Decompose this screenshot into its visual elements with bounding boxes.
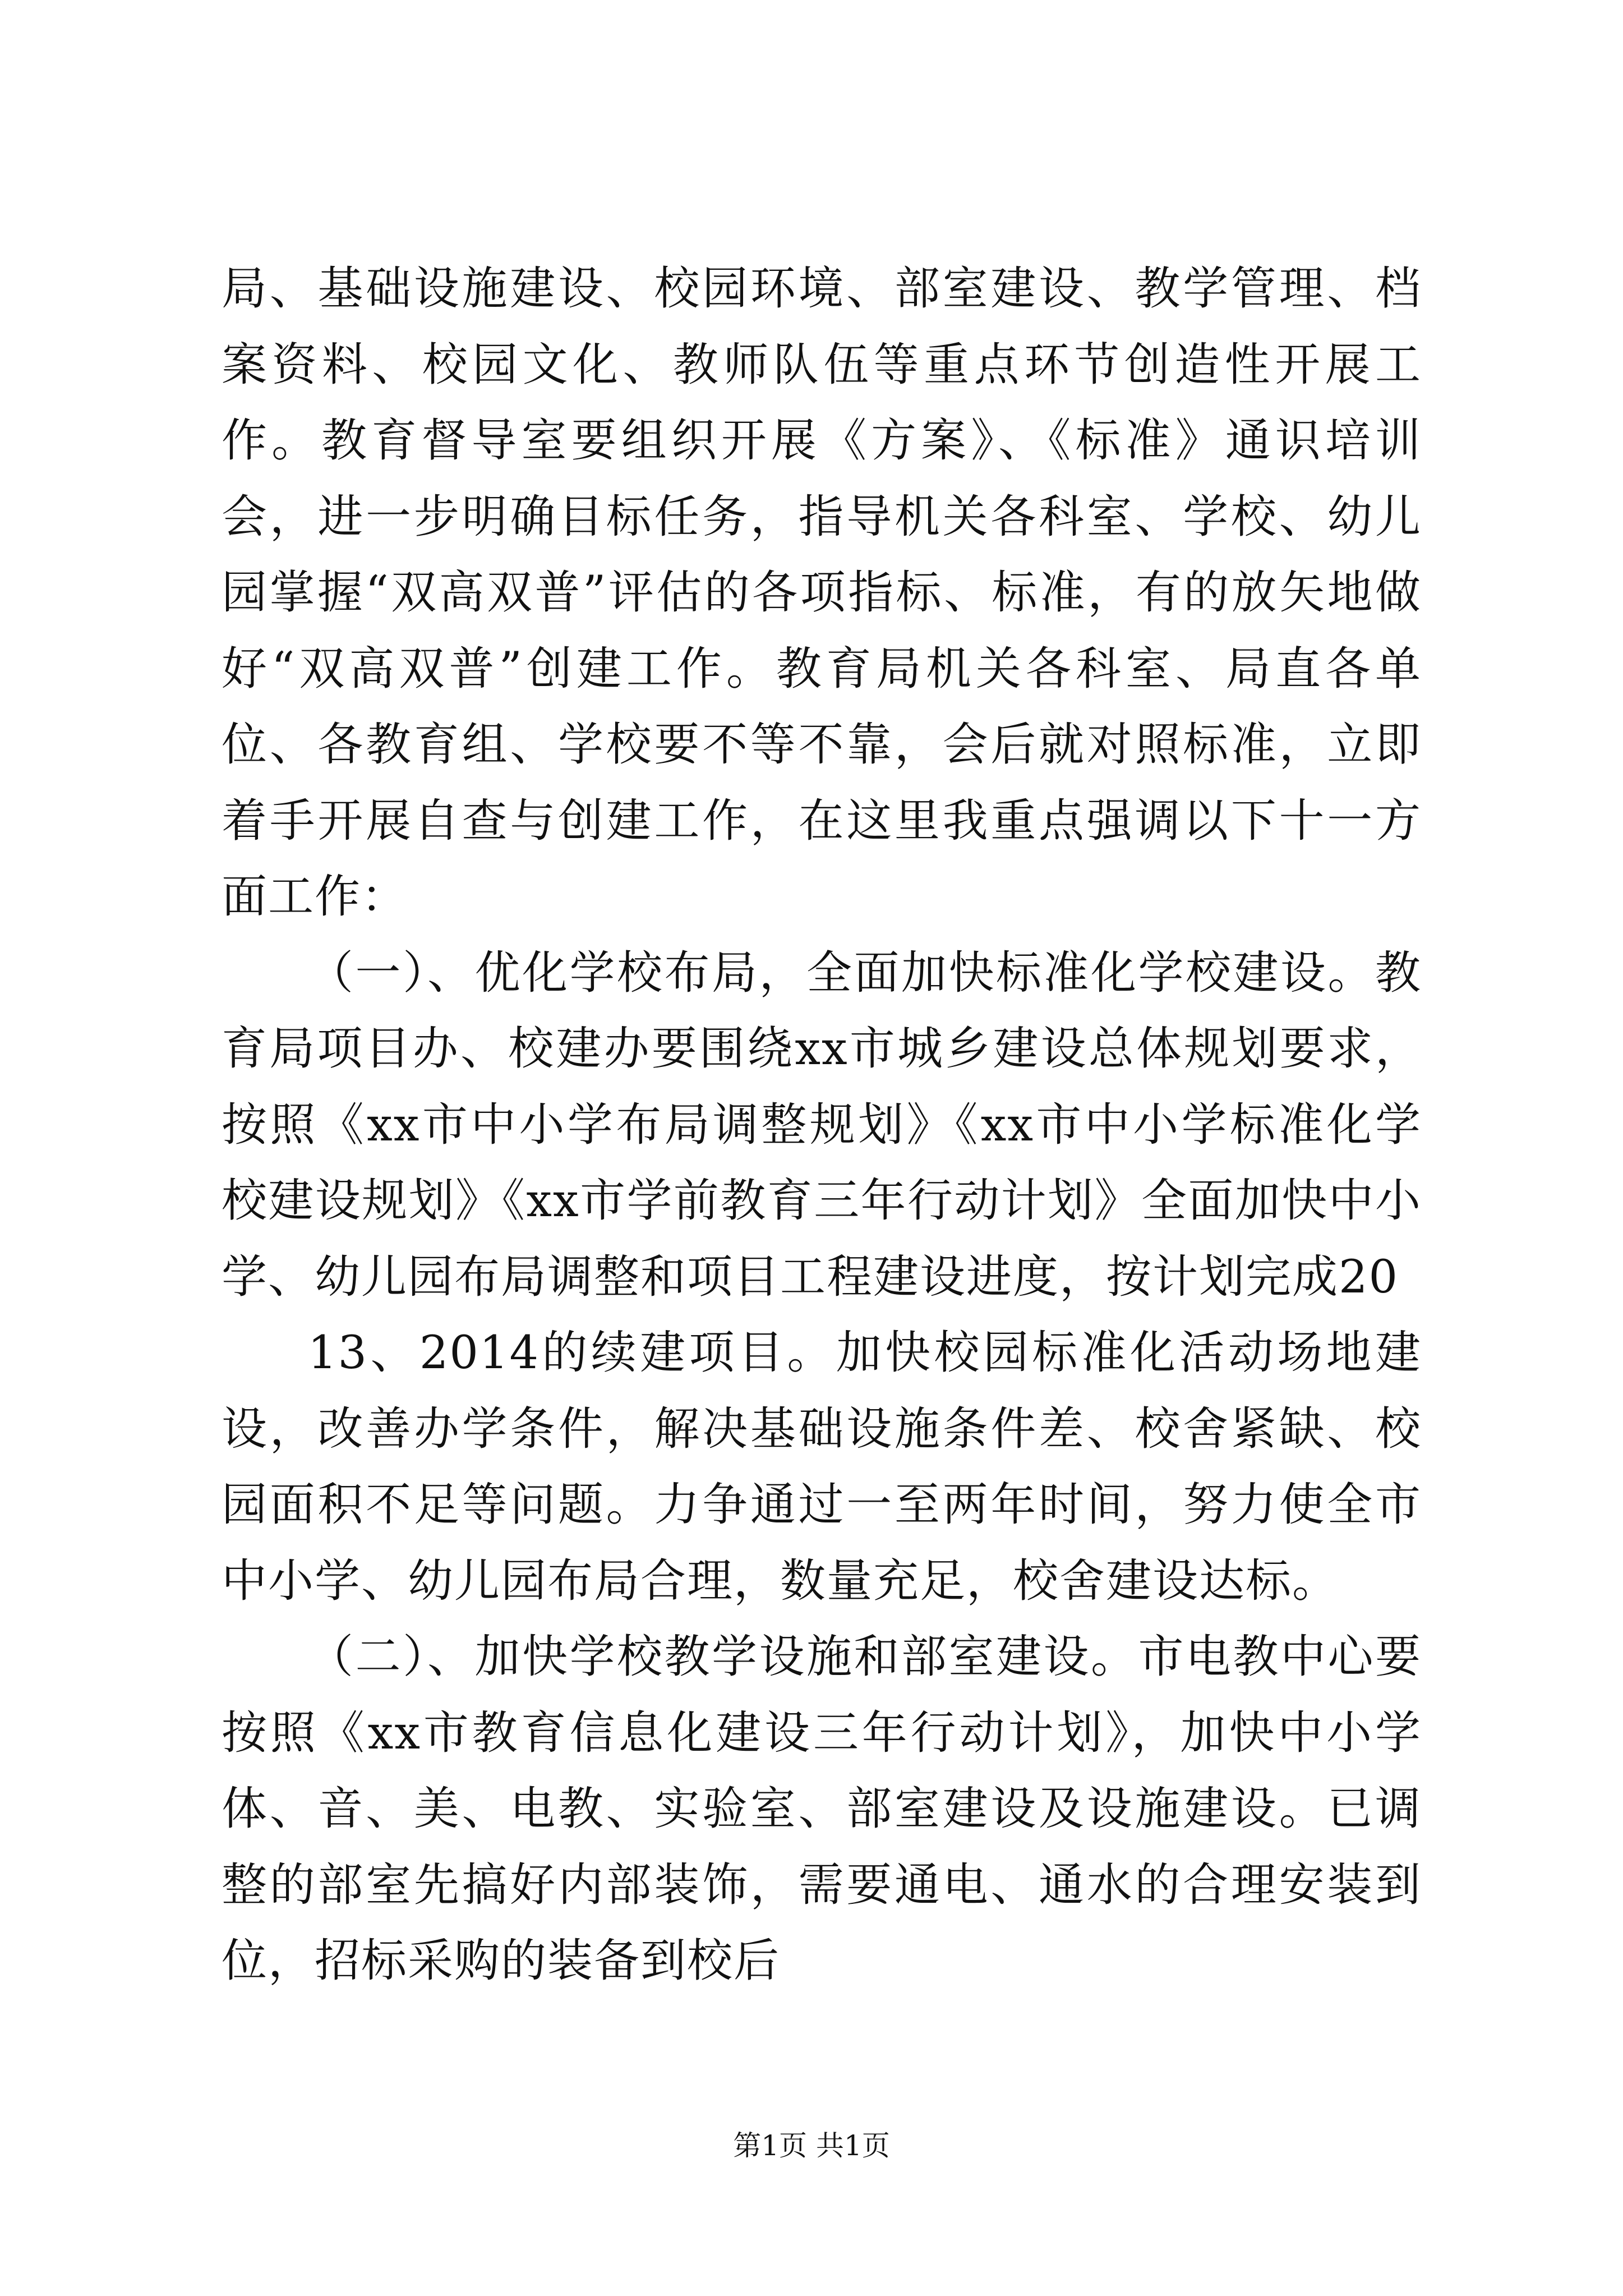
page-footer: 第1页 共1页: [733, 2129, 890, 2162]
paragraph-section-2: （二）、加快学校教学设施和部室建设。市电教中心要按照《xx市教育信息化建设三年行动计划》，加快中小学体、音、美、电教、实验室、部室建设及设施建设。已调整的部室先搞好内部装饰，需要通电、通水的合理安装到位，招标采购的装备到校后: [222, 1631, 1422, 1987]
paragraph-continuation: 局、基础设施建设、校园环境、部室建设、教学管理、档案资料、校园文化、教师队伍等重点环节创造性开展工作。教育督导室要组织开展《方案》、《标准》通识培训会，进一步明确目标任务，指导机关各科室、学校、幼儿园掌握“双高双普”评估的各项指标、标准，有的放矢地做好“双高双普”创建工作。教育局机关各科室、局直各单位、各教育组、学校要不等不靠，会后就对照标准，立即着手开展自查与创建工作，在这里我重点强调以下十一方面工作：: [222, 263, 1422, 923]
paragraph-section-1: （一）、优化学校布局，全面加快标准化学校建设。教育局项目办、校建办要围绕xx市城乡建设总体规划要求，按照《xx市中小学布局调整规划》《xx市中小学标准化学校建设规划》《xx市学前教育三年行动计划》全面加快中小学、幼儿园布局调整和项目工程建设进度，按计划完成20: [222, 946, 1422, 1304]
paragraph-section-1-continued: 13、2014的续建项目。加快校园标准化活动场地建设，改善办学条件，解决基础设施条件差、校舍紧缺、校园面积不足等问题。力争通过一至两年时间，努力使全市中小学、幼儿园布局合理，数量充足，校舍建设达标。: [222, 1327, 1422, 1608]
document-body: [222, 251, 1422, 2000]
